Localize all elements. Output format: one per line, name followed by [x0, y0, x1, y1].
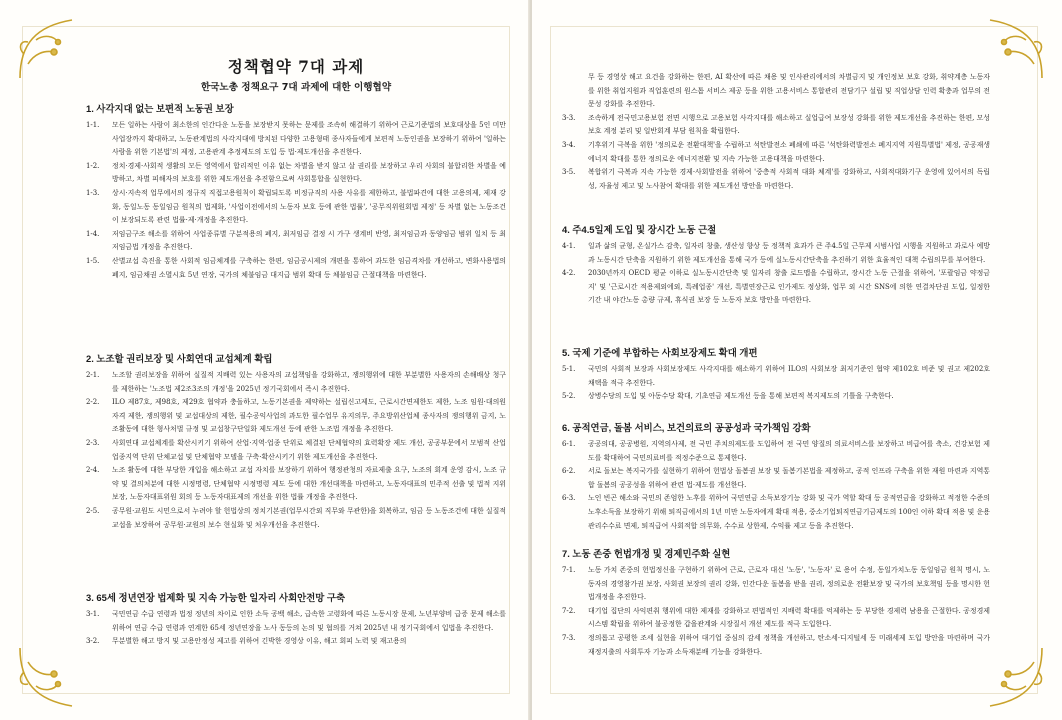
policy-item [86, 228, 506, 255]
policy-item [86, 187, 506, 228]
section-2 [86, 351, 506, 532]
policy-item [86, 437, 506, 464]
item-number: 5-1. [562, 365, 576, 373]
policy-item [562, 363, 990, 390]
section-7 [562, 546, 990, 659]
item-number: 2-5. [86, 506, 100, 515]
item-text: 노조할 권리보장을 위하여 실질적 지배력 있는 사용자의 교섭책임을 강화하고, 쟁의행위에 대한 부분별한 사용자의 손해배상 청구를 제한하는 '노조법 제2조3조의 개정'을 2025년 정기국회에서 즉시 추진한다. [112, 371, 506, 393]
policy-item [86, 119, 506, 160]
policy-item [562, 390, 990, 404]
section-5 [562, 345, 990, 404]
item-text: 기후위기 극복을 위한 '정의로운 전환대책'을 수립하고 석탄발전소 폐쇄에 따른 '석탄화력발전소 폐지지역 지원특별법' 제정, 공공재생에너지 확대를 통한 정의로운 에너지전환 및 지속 가능한 고용대책을 마련한다. [588, 140, 990, 163]
document-subtitle: 한국노총 정책요구 7대 과제에 대한 이행협약 [200, 82, 392, 93]
item-text: 일과 삶의 균형, 온실가스 감축, 일자리 창출, 생산성 향상 등 정책적 효과가 큰 주4.5일 근무제 시범사업 시행을 지원하고 과로사 예방과 노동시간 단축을 지원하기 위한 제도개선을 통해 국가 등에 실노동시간단축을 추진하기 위한 효율적인 대책 수립의무를 부여한다. [588, 242, 990, 264]
item-text: 노동 가치 존중의 헌법정신을 구현하기 위하여 근로, 근로자 대신 '노동', '노동자' 로 용어 수정, 동일가치노동 동일임금 원칙 명시, 노동자의 경영참가권 보장, 사회권 보장의 권리 강화, 인간다운 돌봄을 받을 권리, 정의로운 전환보장 및 국가의 보호책임 등을 명시한 헌법개정을 추진한다. [588, 566, 990, 602]
right-page [532, 0, 1062, 720]
item-text: ILO 제87호, 제98호, 제29호 협약과 충돌하고, 노동기본권을 제약하는 설립신고제도, 근로시간면제한도 제한, 노조 임원·대의원 자격 제한, 쟁의행위 및 교섭대상의 제한, 필수공익사업의 과도한 필수업무 유지의무, 주요방위산업체 종사자의 쟁의행위 금지, 노조활동에 대한 형사처벌 규정 및 교섭창구단일화 제도개선 등에 관한 노조법 개정을 추진한다. [112, 398, 506, 434]
section-6 [562, 420, 990, 533]
policy-item [86, 464, 506, 505]
policy-item [86, 369, 506, 396]
item-number: 1-2. [86, 161, 100, 170]
section-4 [562, 222, 990, 308]
policy-item [86, 608, 506, 635]
item-number: 3-2. [86, 637, 100, 646]
policy-item-continued [562, 71, 990, 112]
section-1 [86, 101, 506, 282]
item-number: 5-2. [562, 392, 576, 401]
item-text: 복합위기 극복과 지속 가능한 경제·사회발전을 위하여 '중층적 사회적 대화 체계'를 강화하고, 사회적대화기구 운영에 있어서의 독립성, 자율성 제고 및 노사참여 확대를 위한 제도개선 방안을 마련한다. [588, 168, 990, 190]
item-text: 서로 돌보는 복지국가를 실현하기 위하여 헌법상 돌봄권 보장 및 돌봄기본법을 제정하고, 공적 인프라 구축을 위한 재원 마련과 지역통합 돌봄의 공공성을 위하여 관련 법·제도를 개선한다. [588, 467, 990, 489]
policy-item [562, 112, 990, 139]
item-number: 1-5. [86, 256, 100, 265]
policy-item [562, 564, 990, 605]
item-text: 노조 활동에 대한 부당한 개입을 해소하고 교섭 자치를 보장하기 위하여 행정관청의 자료제출 요구, 노조의 회계 운영 감시, 노조 규약 및 결의처분에 대한 시정명령, 단체협약 시정명령 제도 등에 대한 개선대책을 마련하고, 노동자대표의 민주적 선출 및 법적 지위 보장, 노동자대표위원 회의 등 노동자대표제의 개선을 위한 법률 개정을 추진한다. [112, 466, 506, 502]
item-text: 국민연금 수급 연령과 법정 정년의 차이로 인한 소득 공백 해소, 급속한 고령화에 따른 노동시장 문제, 노년부양비 급증 문제 해소를 위하여 연금 수급 연령과 연계한 65세 정년연장을 노사 동등의 논의 및 협의를 거쳐 2025년 내 정기국회에서 입법을 추진한다. [112, 610, 506, 632]
continued-block [562, 71, 990, 193]
item-number: 4-1. [562, 242, 576, 250]
item-number: 3-3. [562, 113, 576, 122]
corner-ornament-icon [14, 14, 84, 84]
item-number: 7-2. [562, 606, 576, 615]
item-number: 2-4. [86, 466, 100, 475]
item-number: 2-1. [86, 371, 100, 379]
policy-item [86, 505, 506, 532]
item-text: 사회연대 교섭체계를 확산시키기 위하여 산업·지역·업종 단위로 체결된 단체협약의 효력확장 제도 개선, 공공부문에서 모범적 산업업종지역 단위 단체교섭 및 단체협약 모델을 구축·확산시키기 위한 제도개선을 추진한다. [112, 438, 506, 461]
item-text: 상시·지속적 업무에서의 정규직 직접고용원칙이 확립되도록 비정규직의 사용 사유를 제한하고, 불법파견에 대한 고용의제, 제재 강화, 동일노동 동일임금 원칙의 법제화, '사업이전에서의 노동자 보호 등에 관한 법률', '공무직위원회법 제정' 등 차별 없는 노동조건이 보장되도록 관련 법률·제·개정을 추진한다. [112, 188, 506, 225]
policy-item [86, 635, 506, 649]
policy-item [562, 267, 990, 308]
document-title: 정책협약 7대 과제 [227, 57, 365, 76]
section-3 [86, 590, 506, 649]
left-content [86, 0, 506, 720]
item-number: 7-3. [562, 633, 576, 642]
item-text: 2030년까지 OECD 평균 이하로 실노동시간단축 및 일자리 창출 로드맵을 수립하고, 장시간 노동 근절을 위하여, '포괄임금 약정금지' 및 '근로시간 적용제외에외, 특례업종' 개선, 특별연장근로 인가제도 정상화, 업무 외 시간 SNS에 의한 연결차단권 도입, 일정한 기간 내 야간노동 총량 규제, 휴식권 보장 등 노동자 보호 방안을 마련한다. [588, 269, 990, 305]
item-text: 공공의대, 공공병원, 지역의사제, 전 국민 주치의제도를 도입하여 전 국민 양질의 의료서비스를 보장하고 비급여를 축소, 건강보험 제도를 확대하여 국민의료비를 적정수준으로 통제한다. [588, 440, 990, 462]
section-title: 5. 국제 기준에 부합하는 사회보장제도 확대 개편 [562, 347, 758, 358]
item-number: 6-3. [562, 494, 576, 503]
policy-item [86, 255, 506, 282]
item-number: 6-2. [562, 467, 576, 476]
item-number: 1-3. [86, 188, 100, 197]
policy-item [562, 166, 990, 193]
item-text: 공무원·교원도 시민으로서 누려야 할 헌법상의 정치기본권(업무시간외 직무와 무관한)을 회복하고, 임금 등 노동조건에 대한 실질적 교섭을 보장하여 공무원·교원의 보수 현실화 및 처우개선을 추진한다. [112, 506, 506, 529]
corner-ornament-icon [14, 642, 84, 712]
policy-item [86, 396, 506, 437]
section-title: 4. 주4.5일제 도입 및 장시간 노동 근절 [562, 224, 717, 235]
section-title: 7. 노동 존중 헌법개정 및 경제민주화 실현 [562, 548, 731, 559]
policy-item [86, 160, 506, 187]
policy-item [562, 438, 990, 465]
section-title: 6. 공적연금, 돌봄 서비스, 보건의료의 공공성과 국가책임 강화 [562, 422, 811, 433]
item-number: 4-2. [562, 269, 576, 278]
item-text: 정의롭고 공평한 조세 실현을 위하여 대기업 중심의 감세 정책을 개선하고, 탄소세·디지털세 등 미래세제 도입 방안을 마련하며 국가 재정지출의 사회투자 기능과 소득재분배 기능을 강화한다. [588, 633, 990, 656]
policy-item [562, 240, 990, 267]
item-text: 노인 빈곤 해소와 국민의 존엄한 노후를 위하여 국민연금 소득보장기능 강화 및 국가 역할 확대 등 공적연금을 강화하고 적정한 수준의 노후소득을 보장하기 위해 퇴직금에서의 1년 미만 노동자에게 확대 적용, 중소기업퇴직연금기금제도의 100인 이하 확대 적용 및 운용관리수수료 면제, 퇴직급여 사회적합 의무화, 수수료 상한제, 수익률 제고 등을 추진한다. [588, 494, 990, 530]
policy-item [562, 632, 990, 659]
item-text: 무 등 경영상 해고 요건을 강화하는 한편, AI 확산에 따른 채용 및 인사관리에서의 차별금지 및 개인정보 보호 강화, 취약계층 노동자를 위한 취업지원과 직업훈련의 원스톱 서비스 제공 등을 위한 고용서비스 통합관리 전담기구 설립 및 직업상담 인력 확충과 업무의 전문성 강화를 추진한다. [588, 73, 990, 109]
item-text: 대기업 집단의 사익편취 행위에 대한 제재를 강화하고 편법적인 지배력 확대를 억제하는 등 부당한 경제력 남용을 근절한다. 공정경제 시스템 확립을 위하여 불공정한 갑을관계와 시장질서 개선 제도를 적극 도입한다. [588, 606, 990, 629]
policy-item [562, 492, 990, 533]
section-title: 2. 노조할 권리보장 및 사회연대 교섭체계 확립 [86, 353, 273, 364]
section-title: 1. 사각지대 없는 보편적 노동권 보장 [86, 103, 234, 114]
item-text: 모든 일하는 사람이 최소한의 인간다운 노동을 보장받지 못하는 문제를 조속히 해결하기 위하여 근로기준법의 보호대상을 5인 미만 사업장까지 확대하고, 노동관계법의 사각지대에 방치된 다양한 고용형태 종사자들에게 보편적 노동인권을 보장하기 위하여 '일하는 사람을 위한 기본법'의 제정, 고용관계 추정제도의 도입 등 법·제도개선을 추진한다. [112, 121, 506, 157]
item-number: 6-1. [562, 440, 576, 448]
section-title: 3. 65세 정년연장 법제화 및 지속 가능한 일자리 사회안전망 구축 [86, 592, 346, 603]
item-number: 2-2. [86, 398, 100, 407]
item-number: 1-4. [86, 229, 100, 238]
item-number: 2-3. [86, 438, 100, 447]
item-text: 무분별한 해고 방지 및 고용안정성 제고를 위하여 긴박한 경영상 이유, 해고 회피 노력 및 재고용의 [112, 637, 407, 646]
item-text: 국민의 사회적 보장과 사회보장제도 사각지대를 해소하기 위하여 ILO의 사회보장 최저기준인 협약 제102호 비준 및 권고 제202호 채택을 적극 추진한다. [588, 365, 990, 387]
item-text: 조속하게 전국민고용보험 전면 시행으로 고용보험 사각지대를 해소하고 실업급여 보장성 강화를 위한 제도개선을 추진하는 한편, 모성보호 계정 분리 및 일반회계 부담 원칙을 확립한다. [588, 113, 990, 136]
item-text: 정치·경제·사회적 생활의 모든 영역에서 합리적인 이유 없는 차별을 받지 않고 살 권리를 보장하고 우리 사회의 불합리한 차별을 예방하고, 차별 피해자의 보호를 위한 제도개선을 추진함으로써 사회통합을 실현한다. [112, 161, 506, 184]
policy-item [562, 465, 990, 492]
item-number: 1-1. [86, 121, 100, 129]
item-text: 상병수당의 도입 및 아동수당 확대, 기초연금 제도개선 등을 통해 보편적 복지제도의 기틀을 구축한다. [588, 392, 894, 401]
item-number: 3-5. [562, 168, 576, 177]
right-content [562, 0, 990, 720]
item-number: 7-1. [562, 566, 576, 574]
policy-item [562, 139, 990, 166]
item-text: 산별교섭 촉진을 통한 사회적 임금체계를 구축하는 한편, 임금공시제의 개편을 통하여 과도한 임금격차를 개선하고, 변화사용법의 폐지, 임금채권 소멸시효 5년 연장, 국가의 체불임금 대지급 범위 확대 등 체불임금 근절대책을 마련한다. [112, 256, 506, 279]
item-number: 3-1. [86, 610, 100, 618]
left-page [0, 0, 530, 720]
item-number: 3-4. [562, 140, 576, 149]
policy-item [562, 605, 990, 632]
item-text: 저임금구조 해소를 위하여 사업종류별 구분적용의 폐지, 최저임금 결정 시 가구 생계비 반영, 최저임금과 동양임금 범위 일치 등 최저임금법 개정을 추진한다. [112, 229, 506, 252]
